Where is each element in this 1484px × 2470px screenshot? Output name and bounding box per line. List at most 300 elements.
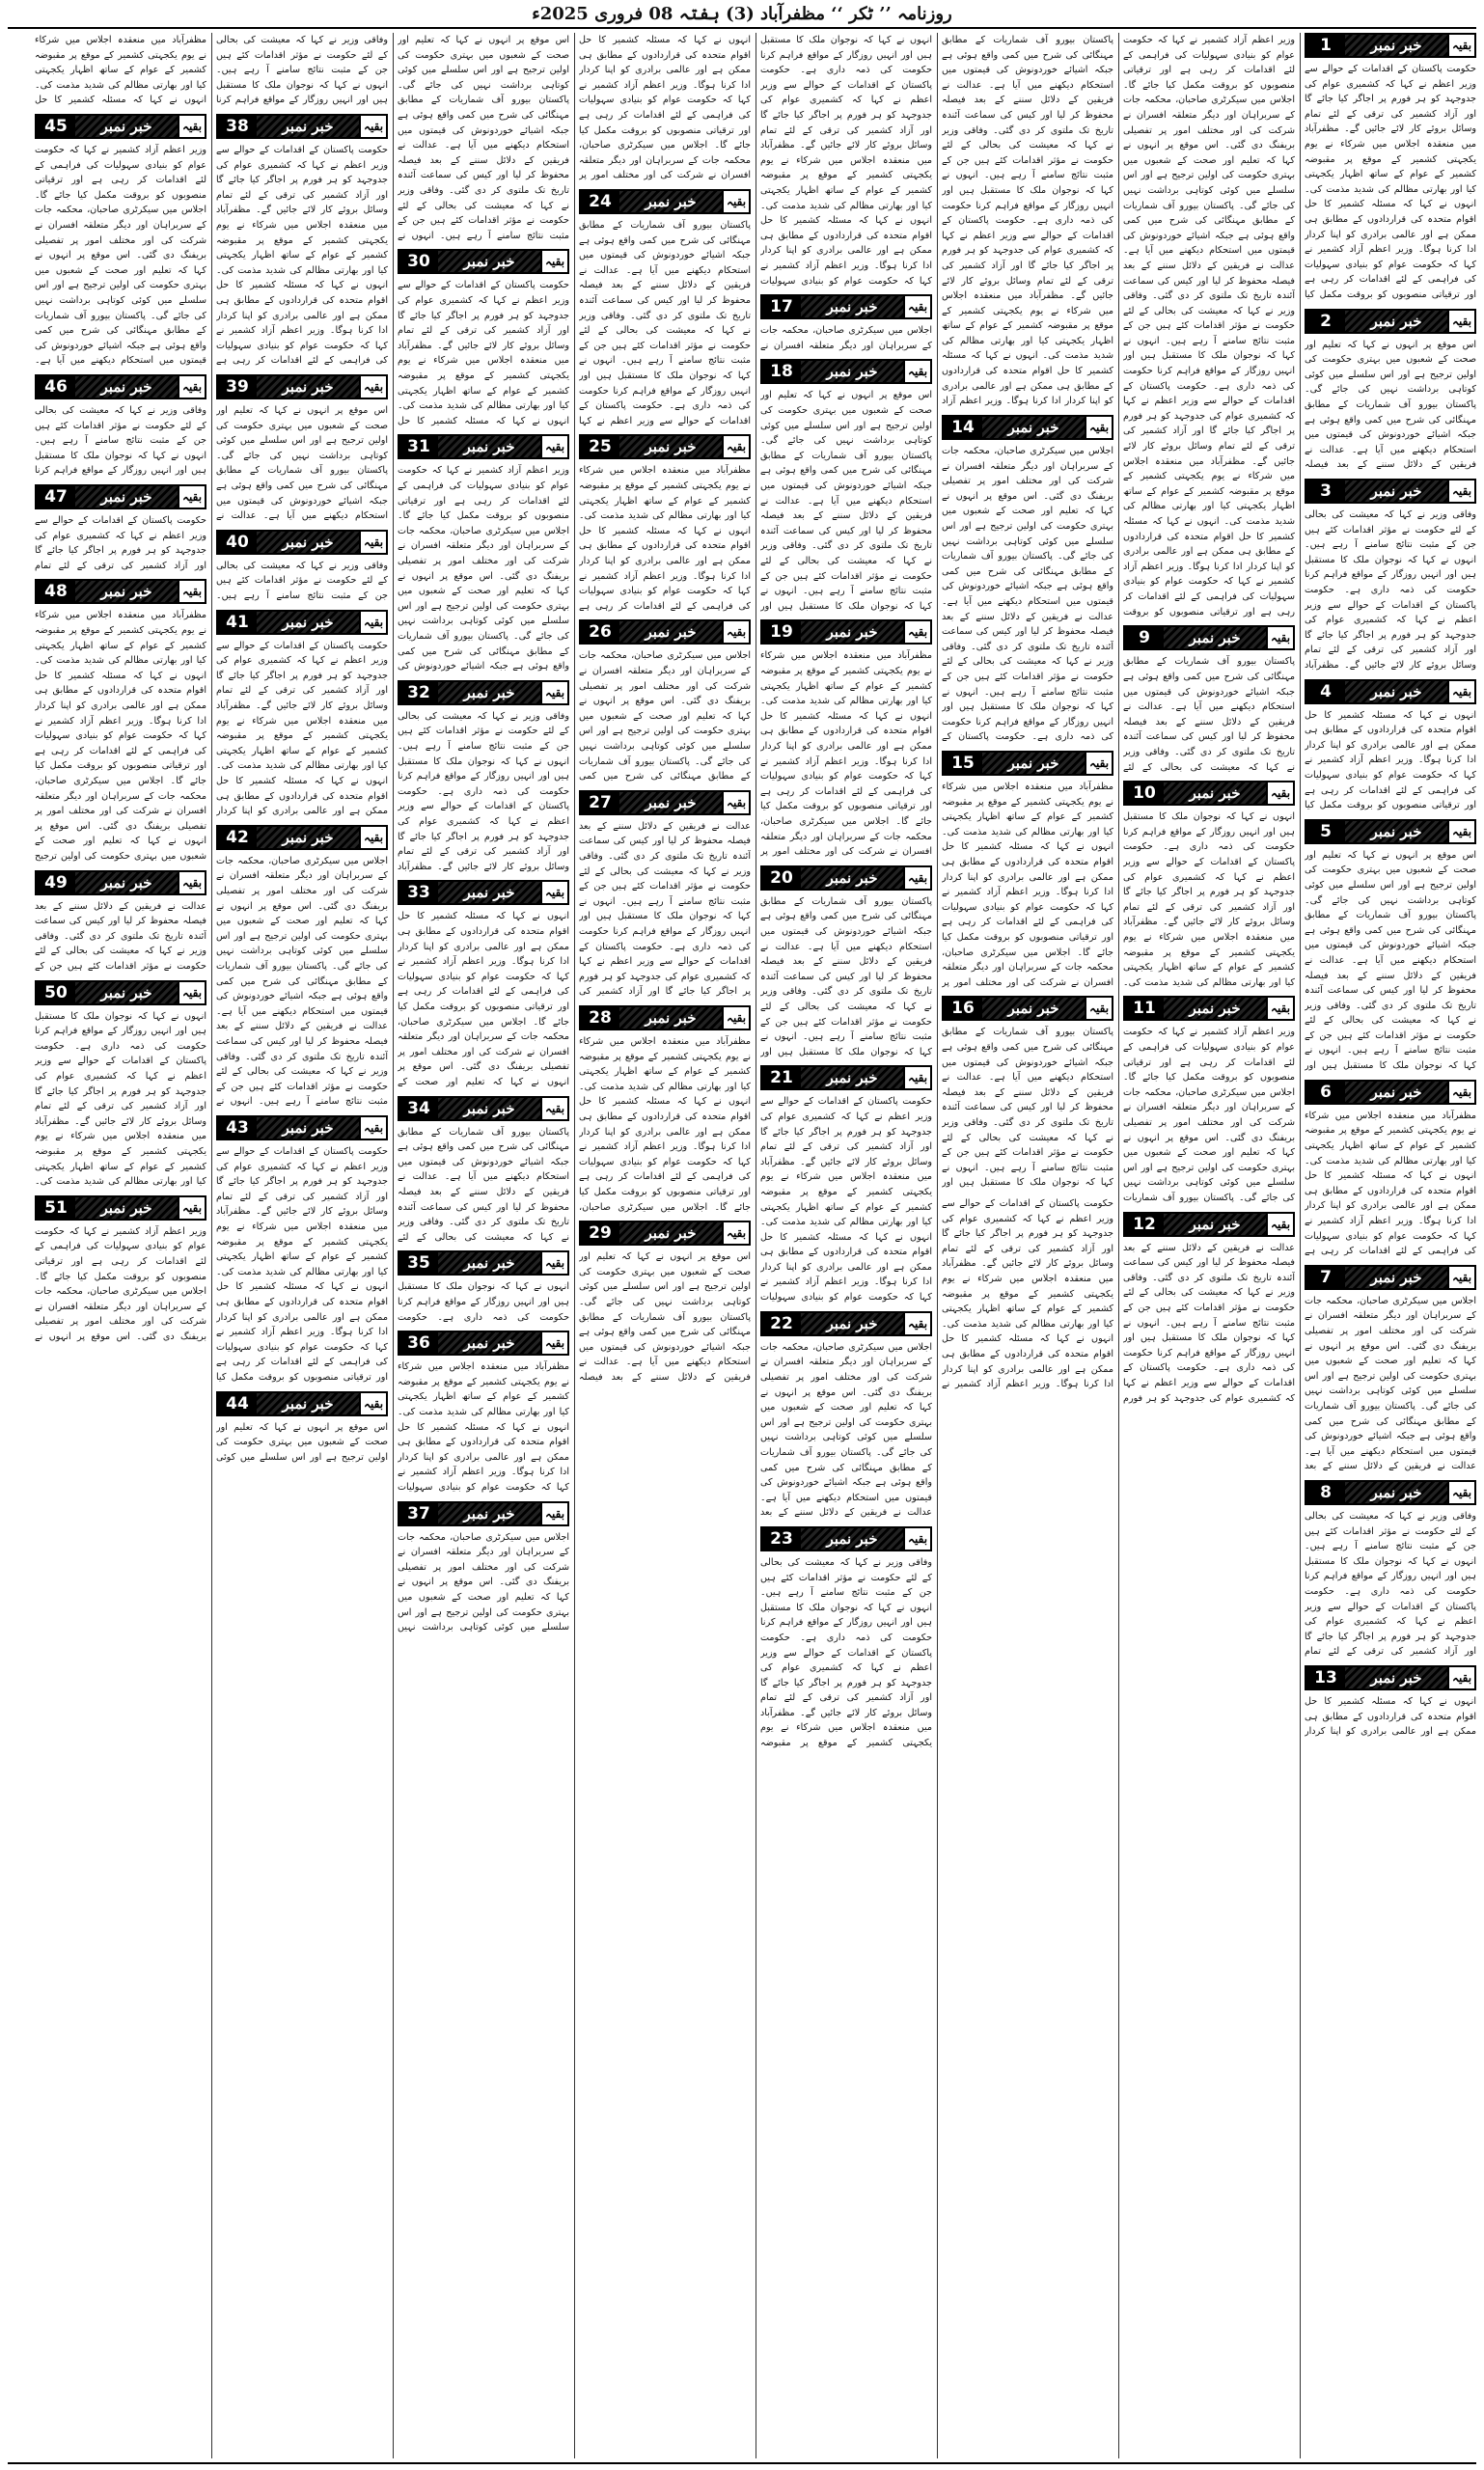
story-prefix: بقیہ <box>359 1117 386 1139</box>
story-prefix: بقیہ <box>540 251 567 272</box>
story-label: خبر نمبر <box>982 753 1085 774</box>
story-label: خبر نمبر <box>438 882 540 903</box>
story-prefix: بقیہ <box>1085 998 1112 1019</box>
story-label: خبر نمبر <box>1345 311 1447 332</box>
news-story <box>35 579 206 864</box>
story-number-banner <box>1123 996 1295 1021</box>
story-number: 16 <box>944 998 982 1019</box>
story-number-banner <box>579 1221 751 1246</box>
story-body: حکومت پاکستان کے اقدامات کے حوالے سے وزیر اعظم نے کہا کہ کشمیری عوام کی جدوجہد کو ہر فورم پر اجاگر کیا جائے گا اور آزاد کشمیر کی ترقی کے لئے تمام وسائل بروئے کار لائے جائیں گے۔ مظفرآباد میں منعقدہ اجلاس میں شرکاء نے یوم یکجہتی کشمیر کے موقع پر مقبوضہ کشمیر کے عوام کے ساتھ اظہار یکجہتی کیا اور بھارتی مظالم کی شدید مذمت کی۔ انہوں نے کہا کہ مسئلہ کشمیر کا حل اقوام متحدہ کی قراردادوں کے مطابق ہی ممکن ہے اور عالمی برادری کو اپنا کردار ادا کرنا ہوگا۔ وزیر اعظم آزاد کشمیر نے <box>942 1197 1113 1390</box>
news-story <box>1305 819 1476 1074</box>
story-number-banner <box>35 484 206 509</box>
story-prefix: بقیہ <box>178 872 205 893</box>
story-label: خبر نمبر <box>257 376 359 398</box>
story-body: وفاقی وزیر نے کہا کہ معیشت کی بحالی کے لئے حکومت نے مؤثر اقدامات کئے ہیں جن کے مثبت نتائج سامنے آ رہے ہیں۔ انہوں نے کہا کہ نوجوان ملک کا مستقبل ہیں اور انہیں روزگار کے مواقع فراہم کرنا <box>216 35 388 106</box>
news-story <box>216 610 388 819</box>
story-label: خبر نمبر <box>257 612 359 633</box>
story-label: خبر نمبر <box>801 867 903 889</box>
story-body: اجلاس میں سیکرٹری صاحبان، محکمہ جات کے سربراہان اور دیگر متعلقہ افسران نے <box>760 325 932 351</box>
news-story <box>1123 625 1295 775</box>
news-story <box>398 1331 569 1495</box>
story-number-banner <box>35 374 206 399</box>
story-number-banner <box>1123 781 1295 806</box>
story-body: عدالت نے فریقین کے دلائل سننے کے بعد فیصلہ محفوظ کر لیا اور کیس کی سماعت آئندہ تاریخ تک ملتوی کر دی گئی۔ وفاقی وزیر نے کہا کہ معیشت کی بحالی کے لئے حکومت نے مؤثر اقدامات کئے ہیں جن کے <box>35 900 206 972</box>
story-number-banner <box>1305 1480 1476 1505</box>
news-story <box>942 415 1113 745</box>
masthead: روزنامہ ’’ ٹکر ‘‘ مظفرآباد (3) ہفتہ 08 فروری 2025ء <box>532 3 952 24</box>
story-body: پاکستان بیورو آف شماریات کے مطابق مہنگائی کی شرح میں کمی واقع ہوئی ہے جبکہ اشیائے خوردونوش کی قیمتوں میں استحکام دیکھنے میں آیا ہے۔ عدالت نے فریقین کے دلائل سننے کے بعد فیصلہ محفوظ کر لیا اور کیس کی سماعت آئندہ تاریخ تک ملتوی کر دی گئی۔ وفاقی وزیر نے کہا کہ معیشت کی بحالی کے لئے حکومت نے مؤثر اقدامات کئے ہیں جن کے مثبت نتائج سامنے آ رہے ہیں۔ انہوں نے کہا کہ نوجوان ملک کا مستقبل ہیں اور انہیں روزگار کے مواقع فراہم کرنا حکومت کی ذمہ داری ہے۔ حکومت پاکستان کے اقدامات کے حوالے سے وزیر اعظم نے کہا <box>579 220 751 426</box>
story-label: خبر نمبر <box>75 376 178 398</box>
story-number-banner <box>1123 1212 1295 1237</box>
story-prefix: بقیہ <box>722 436 749 457</box>
story-body: اس موقع پر انہوں نے کہا کہ تعلیم اور صحت کے شعبوں میں بہتری حکومت کی اولین ترجیح ہے اور اس سلسلے میں کوئی کوتاہی برداشت نہیں کی جائے گی۔ پاکستان بیورو آف شماریات کے مطابق مہنگائی کی شرح میں کمی واقع ہوئی ہے جبکہ اشیائے خوردونوش کی قیمتوں میں استحکام دیکھنے میں آیا ہے۔ عدالت نے فریقین کے دلائل سننے کے بعد فیصلہ <box>1305 339 1476 471</box>
story-prefix: بقیہ <box>540 1503 567 1524</box>
story-number-banner <box>216 530 388 555</box>
news-story <box>1123 33 1295 619</box>
story-body: حکومت پاکستان کے اقدامات کے حوالے سے وزیر اعظم نے کہا کہ کشمیری عوام کی جدوجہد کو ہر فورم پر اجاگر کیا جائے گا اور آزاد کشمیر کی ترقی کے لئے تمام وسائل بروئے کار لائے جائیں گے۔ مظفرآباد میں منعقدہ اجلاس میں شرکاء نے یوم یکجہتی کشمیر کے موقع پر مقبوضہ کشمیر کے عوام کے ساتھ اظہار یکجہتی کیا اور بھارتی مظالم کی شدید مذمت کی۔ انہوں نے کہا کہ مسئلہ کشمیر کا حل اقوام متحدہ کی قراردادوں کے مطابق ہی ممکن ہے اور عالمی برادری کو اپنا کردار ادا کرنا ہوگا۔ وزیر اعظم آزاد کشمیر نے کہا کہ حکومت عوام کو بنیادی سہولیات کی فراہمی کے لئے اقدامات کر رہی ہے <box>216 145 388 367</box>
story-prefix: بقیہ <box>359 376 386 398</box>
story-body: وفاقی وزیر نے کہا کہ معیشت کی بحالی کے لئے حکومت نے مؤثر اقدامات کئے ہیں جن کے مثبت نتائج سامنے آ رہے ہیں۔ انہوں نے کہا کہ نوجوان ملک کا مستقبل ہیں اور انہیں روزگار کے مواقع فراہم کرنا حکومت کی ذمہ داری ہے۔ حکومت پاکستان کے اقدامات کے حوالے سے وزیر اعظم نے کہا کہ کشمیری عوام کی جدوجہد کو ہر فورم پر اجاگر کیا جائے گا اور آزاد کشمیر کی ترقی کے لئے تمام وسائل بروئے کار لائے جائیں گے۔ مظفرآباد <box>398 710 569 872</box>
story-body: حکومت پاکستان کے اقدامات کے حوالے سے وزیر اعظم نے کہا کہ کشمیری عوام کی جدوجہد کو ہر فورم پر اجاگر کیا جائے گا اور آزاد کشمیر کی ترقی کے لئے تمام وسائل بروئے کار لائے جائیں گے۔ مظفرآباد میں منعقدہ اجلاس میں شرکاء نے یوم یکجہتی کشمیر کے موقع پر مقبوضہ کشمیر کے عوام کے ساتھ اظہار یکجہتی کیا اور بھارتی مظالم کی شدید مذمت کی۔ انہوں نے کہا کہ مسئلہ کشمیر کا حل اقوام متحدہ کی قراردادوں کے مطابق ہی ممکن ہے اور عالمی برادری کو اپنا کردار <box>216 640 388 817</box>
news-story <box>579 189 751 428</box>
story-number: 37 <box>399 1503 438 1524</box>
story-label: خبر نمبر <box>982 417 1085 438</box>
news-story <box>1305 33 1476 303</box>
story-label: خبر نمبر <box>801 361 903 382</box>
story-body: وزیر اعظم آزاد کشمیر نے کہا کہ حکومت عوام کو بنیادی سہولیات کی فراہمی کے لئے اقدامات کر رہی ہے اور ترقیاتی منصوبوں کو بروقت مکمل کیا جائے گا۔ اجلاس میں سیکرٹری صاحبان، محکمہ جات کے سربراہان اور دیگر متعلقہ افسران نے شرکت کی اور مختلف امور پر تفصیلی بریفنگ دی گئی۔ اس موقع پر انہوں نے کہا کہ تعلیم اور صحت کے شعبوں میں بہتری حکومت کی اولین ترجیح ہے اور اس سلسلے میں کوئی کوتاہی برداشت نہیں کی جائے گی۔ پاکستان بیورو آف شماریات کے مطابق مہنگائی کی شرح میں کمی واقع ہوئی ہے جبکہ اشیائے خوردونوش کی قیمتوں میں استحکام دیکھنے میں آیا ہے۔ عدالت نے فریقین کے دلائل سننے کے بعد فیصلہ محفوظ کر لیا اور کیس کی سماعت آئندہ تاریخ تک ملتوی کر دی گئی۔ وفاقی وزیر نے کہا کہ معیشت کی بحالی کے لئے حکومت نے مؤثر اقدامات کئے ہیں جن کے مثبت نتائج سامنے آ رہے ہیں۔ انہوں نے کہا کہ نوجوان ملک کا مستقبل ہیں اور انہیں روزگار کے مواقع فراہم کرنا حکومت کی ذمہ داری ہے۔ حکومت پاکستان کے اقدامات کے حوالے سے وزیر اعظم نے کہا کہ کشمیری عوام کی جدوجہد کو ہر فورم پر اجاگر کیا جائے گا اور آزاد کشمیر کی ترقی کے لئے تمام وسائل بروئے کار لائے جائیں گے۔ مظفرآباد میں منعقدہ اجلاس میں شرکاء نے یوم یکجہتی کشمیر کے موقع پر مقبوضہ کشمیر کے عوام کے ساتھ اظہار یکجہتی کیا اور بھارتی مظالم کی شدید مذمت کی۔ انہوں نے کہا کہ مسئلہ کشمیر کا حل اقوام متحدہ کی قراردادوں کے مطابق ہی ممکن ہے اور عالمی برادری کو اپنا کردار ادا کرنا ہوگا۔ وزیر اعظم آزاد کشمیر نے کہا کہ حکومت عوام کو بنیادی سہولیات کی فراہمی کے لئے اقدامات کر رہی ہے اور ترقیاتی منصوبوں کو بروقت <box>1123 35 1295 618</box>
story-prefix: بقیہ <box>903 1067 930 1088</box>
story-label: خبر نمبر <box>619 1222 722 1244</box>
news-story <box>35 980 206 1190</box>
story-number: 46 <box>37 376 75 398</box>
story-label: خبر نمبر <box>257 827 359 848</box>
news-column <box>942 33 1113 2458</box>
story-label: خبر نمبر <box>438 682 540 703</box>
story-body: انہوں نے کہا کہ مسئلہ کشمیر کا حل اقوام متحدہ کی قراردادوں کے مطابق ہی ممکن ہے اور عالمی برادری کو اپنا کردار ادا کرنا ہوگا۔ وزیر اعظم آزاد کشمیر نے کہا کہ حکومت عوام کو بنیادی سہولیات کی فراہمی کے لئے اقدامات کر رہی ہے اور ترقیاتی منصوبوں کو بروقت مکمل کیا جائے گا۔ اجلاس میں سیکرٹری صاحبان، محکمہ جات کے سربراہان اور دیگر متعلقہ افسران نے شرکت کی اور مختلف امور پر تفصیلی بریفنگ دی گئی۔ اس موقع پر انہوں نے کہا کہ تعلیم اور صحت کے <box>398 911 569 1087</box>
story-number: 18 <box>762 361 801 382</box>
news-story <box>942 33 1113 409</box>
story-prefix: بقیہ <box>359 116 386 137</box>
news-story <box>35 114 206 369</box>
story-prefix: بقیہ <box>903 296 930 317</box>
story-body: حکومت پاکستان کے اقدامات کے حوالے سے وزیر اعظم نے کہا کہ کشمیری عوام کی جدوجہد کو ہر فورم پر اجاگر کیا جائے گا اور آزاد کشمیر کی ترقی کے لئے تمام وسائل بروئے کار لائے جائیں گے۔ مظفرآباد میں منعقدہ اجلاس میں شرکاء نے یوم یکجہتی کشمیر کے موقع پر مقبوضہ کشمیر کے عوام کے ساتھ اظہار یکجہتی کیا اور بھارتی مظالم کی شدید مذمت کی۔ انہوں نے کہا کہ مسئلہ کشمیر کا حل <box>398 280 569 426</box>
story-number-banner <box>579 619 751 645</box>
story-prefix: بقیہ <box>722 191 749 212</box>
story-number-banner <box>216 825 388 850</box>
story-body: انہوں نے کہا کہ نوجوان ملک کا مستقبل ہیں اور انہیں روزگار کے مواقع فراہم کرنا حکومت کی ذمہ داری ہے۔ حکومت پاکستان کے اقدامات کے حوالے سے وزیر اعظم نے کہا کہ کشمیری عوام کی جدوجہد کو ہر فورم پر اجاگر کیا جائے گا اور آزاد کشمیر کی ترقی کے لئے تمام وسائل بروئے کار لائے جائیں گے۔ مظفرآباد میں منعقدہ اجلاس میں شرکاء نے یوم یکجہتی کشمیر کے موقع پر مقبوضہ کشمیر کے عوام کے ساتھ اظہار یکجہتی کیا اور بھارتی مظالم کی شدید مذمت کی۔ <box>1123 811 1295 988</box>
story-number: 27 <box>581 792 619 813</box>
story-number-banner <box>1305 819 1476 844</box>
story-number: 47 <box>37 486 75 508</box>
column-rule <box>1300 33 1301 2458</box>
story-number-banner <box>398 680 569 705</box>
story-label: خبر نمبر <box>801 621 903 643</box>
story-number: 1 <box>1306 35 1345 56</box>
story-number-banner <box>398 1501 569 1526</box>
story-label: خبر نمبر <box>75 1197 178 1219</box>
news-story <box>216 374 388 524</box>
news-column <box>1123 33 1295 2458</box>
story-prefix: بقیہ <box>1447 1082 1474 1103</box>
story-number-banner <box>1305 479 1476 504</box>
news-column <box>216 33 388 2458</box>
story-prefix: بقیہ <box>903 867 930 889</box>
story-body: انہوں نے کہا کہ مسئلہ کشمیر کا حل اقوام متحدہ کی قراردادوں کے مطابق ہی ممکن ہے اور عالمی برادری کو اپنا کردار ادا کرنا ہوگا۔ وزیر اعظم آزاد کشمیر نے کہا کہ حکومت عوام کو بنیادی سہولیات کی فراہمی کے لئے اقدامات کر رہی ہے اور ترقیاتی منصوبوں کو بروقت مکمل کیا جائے گا۔ اجلاس میں سیکرٹری صاحبان، محکمہ جات کے سربراہان اور دیگر متعلقہ افسران نے شرکت کی اور مختلف امور پر <box>579 35 751 181</box>
story-number: 15 <box>944 753 982 774</box>
news-story <box>216 1391 388 1466</box>
news-story <box>35 374 206 479</box>
story-number: 8 <box>1306 1482 1345 1503</box>
story-prefix: بقیہ <box>903 1313 930 1334</box>
story-body: مظفرآباد میں منعقدہ اجلاس میں شرکاء نے یوم یکجہتی کشمیر کے موقع پر مقبوضہ کشمیر کے عوام کے ساتھ اظہار یکجہتی کیا اور بھارتی مظالم کی شدید مذمت کی۔ انہوں نے کہا کہ مسئلہ کشمیر کا حل اقوام متحدہ کی قراردادوں کے مطابق ہی ممکن ہے اور عالمی برادری کو اپنا کردار ادا کرنا ہوگا۔ وزیر اعظم آزاد کشمیر نے کہا کہ حکومت عوام کو بنیادی سہولیات <box>398 1361 569 1493</box>
story-body: مظفرآباد میں منعقدہ اجلاس میں شرکاء نے یوم یکجہتی کشمیر کے موقع پر مقبوضہ کشمیر کے عوام کے ساتھ اظہار یکجہتی کیا اور بھارتی مظالم کی شدید مذمت کی۔ انہوں نے کہا کہ مسئلہ کشمیر کا حل اقوام متحدہ کی قراردادوں کے مطابق ہی ممکن ہے اور عالمی برادری کو اپنا کردار ادا کرنا ہوگا۔ وزیر اعظم آزاد کشمیر نے کہا کہ حکومت عوام کو بنیادی سہولیات کی فراہمی کے لئے اقدامات کر رہی ہے اور ترقیاتی منصوبوں کو بروقت مکمل کیا جائے گا۔ اجلاس میں سیکرٹری صاحبان، محکمہ جات کے سربراہان اور دیگر متعلقہ افسران نے شرکت کی اور مختلف امور پر <box>942 782 1113 988</box>
column-rule <box>393 33 394 2458</box>
top-rule <box>8 27 1476 29</box>
story-prefix: بقیہ <box>359 532 386 553</box>
story-number: 35 <box>399 1252 438 1274</box>
news-story <box>579 434 751 614</box>
story-body: انہوں نے کہا کہ نوجوان ملک کا مستقبل ہیں اور انہیں روزگار کے مواقع فراہم کرنا حکومت کی ذمہ داری ہے۔ حکومت <box>398 1281 569 1323</box>
story-number: 22 <box>762 1313 801 1334</box>
story-label: خبر نمبر <box>75 116 178 137</box>
story-label: خبر نمبر <box>1164 998 1266 1019</box>
story-body: اجلاس میں سیکرٹری صاحبان، محکمہ جات کے سربراہان اور دیگر متعلقہ افسران نے شرکت کی اور مختلف امور پر تفصیلی بریفنگ دی گئی۔ اس موقع پر انہوں نے کہا کہ تعلیم اور صحت کے شعبوں میں بہتری حکومت کی اولین ترجیح ہے اور اس سلسلے میں کوئی کوتاہی برداشت نہیں کی جائے گی۔ پاکستان بیورو آف شماریات کے مطابق مہنگائی کی شرح میں کمی واقع ہوئی ہے جبکہ اشیائے خوردونوش کی قیمتوں میں استحکام دیکھنے میں آیا ہے۔ عدالت نے فریقین کے دلائل سننے کے بعد فیصلہ محفوظ کر لیا اور کیس کی سماعت آئندہ تاریخ تک ملتوی کر دی گئی۔ وفاقی وزیر نے کہا کہ معیشت کی بحالی کے لئے حکومت نے مؤثر اقدامات کئے ہیں جن کے مثبت نتائج سامنے آ رہے ہیں۔ انہوں نے <box>216 855 388 1108</box>
story-number: 44 <box>218 1393 257 1414</box>
story-prefix: بقیہ <box>359 612 386 633</box>
story-label: خبر نمبر <box>1164 782 1266 804</box>
column-rule <box>574 33 575 2458</box>
story-body: پاکستان بیورو آف شماریات کے مطابق مہنگائی کی شرح میں کمی واقع ہوئی ہے جبکہ اشیائے خوردونوش کی قیمتوں میں استحکام دیکھنے میں آیا ہے۔ عدالت نے فریقین کے دلائل سننے کے بعد فیصلہ محفوظ کر لیا اور کیس کی سماعت آئندہ تاریخ تک ملتوی کر دی گئی۔ وفاقی وزیر نے کہا کہ معیشت کی بحالی کے لئے <box>1123 656 1295 773</box>
news-story <box>760 1311 932 1521</box>
news-story <box>1305 679 1476 813</box>
story-prefix: بقیہ <box>1447 1267 1474 1288</box>
news-story <box>760 865 932 1060</box>
news-story <box>942 1196 1113 1392</box>
story-number-banner <box>1305 1265 1476 1290</box>
news-story <box>35 1195 206 1345</box>
story-body: اس موقع پر انہوں نے کہا کہ تعلیم اور صحت کے شعبوں میں بہتری حکومت کی اولین ترجیح ہے اور اس سلسلے میں کوئی کوتاہی برداشت نہیں کی جائے گی۔ پاکستان بیورو آف شماریات کے مطابق مہنگائی کی شرح میں کمی واقع ہوئی ہے جبکہ اشیائے خوردونوش کی قیمتوں میں استحکام دیکھنے میں آیا ہے۔ عدالت نے فریقین کے دلائل سننے کے بعد فیصلہ محفوظ کر لیا اور کیس کی سماعت آئندہ تاریخ تک ملتوی کر دی گئی۔ وفاقی وزیر نے کہا کہ معیشت کی بحالی کے لئے حکومت نے مؤثر اقدامات کئے ہیں جن کے مثبت نتائج سامنے آ رہے ہیں۔ انہوں نے کہا کہ نوجوان ملک کا مستقبل ہیں اور <box>1305 849 1476 1072</box>
story-number: 34 <box>399 1098 438 1119</box>
story-body: وزیر اعظم آزاد کشمیر نے کہا کہ حکومت عوام کو بنیادی سہولیات کی فراہمی کے لئے اقدامات کر رہی ہے اور ترقیاتی منصوبوں کو بروقت مکمل کیا جائے گا۔ اجلاس میں سیکرٹری صاحبان، محکمہ جات کے سربراہان اور دیگر متعلقہ افسران نے شرکت کی اور مختلف امور پر تفصیلی بریفنگ دی گئی۔ اس موقع پر انہوں نے <box>35 1225 206 1342</box>
story-number-banner <box>760 1526 932 1551</box>
story-number: 41 <box>218 612 257 633</box>
news-story <box>579 1005 751 1215</box>
story-label: خبر نمبر <box>438 436 540 457</box>
story-number-banner <box>579 434 751 459</box>
news-story <box>942 996 1113 1191</box>
story-prefix: بقیہ <box>540 1098 567 1119</box>
story-label: خبر نمبر <box>1345 35 1447 56</box>
story-prefix: بقیہ <box>178 116 205 137</box>
story-prefix: بقیہ <box>1266 1214 1293 1235</box>
story-prefix: بقیہ <box>178 376 205 398</box>
story-prefix: بقیہ <box>540 882 567 903</box>
story-prefix: بقیہ <box>178 1197 205 1219</box>
story-label: خبر نمبر <box>1345 480 1447 502</box>
story-body: مظفرآباد میں منعقدہ اجلاس میں شرکاء نے یوم یکجہتی کشمیر کے موقع پر مقبوضہ کشمیر کے عوام کے ساتھ اظہار یکجہتی کیا اور بھارتی مظالم کی شدید مذمت کی۔ انہوں نے کہا کہ مسئلہ کشمیر کا حل اقوام متحدہ کی قراردادوں کے مطابق ہی ممکن ہے اور عالمی برادری کو اپنا کردار ادا کرنا ہوگا۔ وزیر اعظم آزاد کشمیر نے کہا کہ حکومت عوام کو بنیادی سہولیات کی فراہمی کے لئے اقدامات کر رہی ہے <box>579 465 751 612</box>
story-number-banner <box>1305 1080 1476 1105</box>
story-number: 31 <box>399 436 438 457</box>
story-prefix: بقیہ <box>903 621 930 643</box>
story-number-banner <box>760 359 932 384</box>
story-number: 3 <box>1306 480 1345 502</box>
story-label: خبر نمبر <box>75 486 178 508</box>
story-number: 2 <box>1306 311 1345 332</box>
story-label: خبر نمبر <box>438 1098 540 1119</box>
story-number: 23 <box>762 1528 801 1550</box>
news-column <box>1305 33 1476 2458</box>
story-prefix: بقیہ <box>1447 821 1474 842</box>
news-story <box>1305 1080 1476 1259</box>
story-body: مظفرآباد میں منعقدہ اجلاس میں شرکاء نے یوم یکجہتی کشمیر کے موقع پر مقبوضہ کشمیر کے عوام کے ساتھ اظہار یکجہتی کیا اور بھارتی مظالم کی شدید مذمت کی۔ انہوں نے کہا کہ مسئلہ کشمیر کا حل اقوام متحدہ کی قراردادوں کے مطابق ہی ممکن ہے اور عالمی برادری کو اپنا کردار ادا کرنا ہوگا۔ وزیر اعظم آزاد کشمیر نے کہا کہ حکومت عوام کو بنیادی سہولیات کی فراہمی کے لئے اقدامات کر رہی ہے اور ترقیاتی منصوبوں کو بروقت مکمل کیا جائے گا۔ اجلاس میں سیکرٹری صاحبان، محکمہ جات کے سربراہان اور دیگر متعلقہ افسران نے شرکت کی اور مختلف امور پر <box>760 650 932 858</box>
news-story <box>579 33 751 183</box>
story-number-banner <box>760 619 932 645</box>
story-label: خبر نمبر <box>1345 1667 1447 1688</box>
story-number: 42 <box>218 827 257 848</box>
news-story <box>760 619 932 859</box>
story-number: 48 <box>37 581 75 602</box>
story-prefix: بقیہ <box>178 982 205 1003</box>
news-story <box>398 1250 569 1325</box>
story-body: اس موقع پر انہوں نے کہا کہ تعلیم اور صحت کے شعبوں میں بہتری حکومت کی اولین ترجیح ہے اور اس سلسلے میں کوئی کوتاہی برداشت نہیں کی جائے گی۔ پاکستان بیورو آف شماریات کے مطابق مہنگائی کی شرح میں کمی واقع ہوئی ہے جبکہ اشیائے خوردونوش کی قیمتوں میں استحکام دیکھنے میں آیا ہے۔ عدالت نے فریقین کے دلائل سننے کے بعد فیصلہ محفوظ کر لیا اور کیس کی سماعت آئندہ تاریخ تک ملتوی کر دی گئی۔ وفاقی وزیر نے کہا کہ معیشت کی بحالی کے لئے حکومت نے مؤثر اقدامات کئے ہیں جن کے مثبت نتائج سامنے آ رہے ہیں۔ انہوں نے <box>398 35 569 241</box>
story-number: 43 <box>218 1117 257 1139</box>
news-story <box>760 33 932 288</box>
story-number: 11 <box>1125 998 1164 1019</box>
story-prefix: بقیہ <box>359 827 386 848</box>
news-story <box>216 825 388 1110</box>
news-story <box>398 434 569 673</box>
story-body: اجلاس میں سیکرٹری صاحبان، محکمہ جات کے سربراہان اور دیگر متعلقہ افسران نے شرکت کی اور مختلف امور پر تفصیلی بریفنگ دی گئی۔ اس موقع پر انہوں نے کہا کہ تعلیم اور صحت کے شعبوں میں بہتری حکومت کی اولین ترجیح ہے اور اس سلسلے میں کوئی کوتاہی برداشت نہیں کی جائے گی۔ پاکستان بیورو آف شماریات کے مطابق مہنگائی کی شرح میں کمی واقع ہوئی ہے جبکہ اشیائے خوردونوش کی قیمتوں میں استحکام دیکھنے میں آیا ہے۔ عدالت نے فریقین کے دلائل سننے کے بعد فیصلہ محفوظ کر لیا اور کیس کی سماعت آئندہ تاریخ تک ملتوی کر دی گئی۔ وفاقی وزیر نے کہا کہ معیشت کی بحالی کے لئے حکومت نے مؤثر اقدامات کئے ہیں جن کے مثبت نتائج سامنے آ رہے ہیں۔ انہوں نے کہا کہ نوجوان ملک کا مستقبل ہیں اور انہیں روزگار کے مواقع فراہم کرنا حکومت کی ذمہ داری ہے۔ حکومت پاکستان کے <box>942 446 1113 743</box>
story-label: خبر نمبر <box>438 1252 540 1274</box>
story-number: 24 <box>581 191 619 212</box>
story-body: وزیر اعظم آزاد کشمیر نے کہا کہ حکومت عوام کو بنیادی سہولیات کی فراہمی کے لئے اقدامات کر رہی ہے اور ترقیاتی منصوبوں کو بروقت مکمل کیا جائے گا۔ اجلاس میں سیکرٹری صاحبان، محکمہ جات کے سربراہان اور دیگر متعلقہ افسران نے شرکت کی اور مختلف امور پر تفصیلی بریفنگ دی گئی۔ اس موقع پر انہوں نے کہا کہ تعلیم اور صحت کے شعبوں میں بہتری حکومت کی اولین ترجیح ہے اور اس سلسلے میں کوئی کوتاہی برداشت نہیں کی جائے گی۔ پاکستان بیورو آف شماریات <box>1123 1027 1295 1203</box>
story-body: انہوں نے کہا کہ نوجوان ملک کا مستقبل ہیں اور انہیں روزگار کے مواقع فراہم کرنا حکومت کی ذمہ داری ہے۔ حکومت پاکستان کے اقدامات کے حوالے سے وزیر اعظم نے کہا کہ کشمیری عوام کی جدوجہد کو ہر فورم پر اجاگر کیا جائے گا اور آزاد کشمیر کی ترقی کے لئے تمام وسائل بروئے کار لائے جائیں گے۔ مظفرآباد میں منعقدہ اجلاس میں شرکاء نے یوم یکجہتی کشمیر کے موقع پر مقبوضہ کشمیر کے عوام کے ساتھ اظہار یکجہتی کیا اور بھارتی مظالم کی شدید مذمت کی۔ <box>35 1010 206 1188</box>
story-number-banner <box>35 114 206 139</box>
story-body: عدالت نے فریقین کے دلائل سننے کے بعد فیصلہ محفوظ کر لیا اور کیس کی سماعت آئندہ تاریخ تک ملتوی کر دی گئی۔ وفاقی وزیر نے کہا کہ معیشت کی بحالی کے لئے حکومت نے مؤثر اقدامات کئے ہیں جن کے مثبت نتائج سامنے آ رہے ہیں۔ انہوں نے کہا کہ نوجوان ملک کا مستقبل ہیں اور انہیں روزگار کے مواقع فراہم کرنا حکومت کی ذمہ داری ہے۔ حکومت پاکستان کے اقدامات کے حوالے سے وزیر اعظم نے کہا کہ کشمیری عوام کی جدوجہد کو ہر فورم پر اجاگر کیا جائے گا اور آزاد کشمیر کی <box>579 820 751 998</box>
story-prefix: بقیہ <box>722 621 749 643</box>
story-body: وزیر اعظم آزاد کشمیر نے کہا کہ حکومت عوام کو بنیادی سہولیات کی فراہمی کے لئے اقدامات کر رہی ہے اور ترقیاتی منصوبوں کو بروقت مکمل کیا جائے گا۔ اجلاس میں سیکرٹری صاحبان، محکمہ جات کے سربراہان اور دیگر متعلقہ افسران نے شرکت کی اور مختلف امور پر تفصیلی بریفنگ دی گئی۔ اس موقع پر انہوں نے کہا کہ تعلیم اور صحت کے شعبوں میں بہتری حکومت کی اولین ترجیح ہے اور اس سلسلے میں کوئی کوتاہی برداشت نہیں کی جائے گی۔ پاکستان بیورو آف شماریات کے مطابق مہنگائی کی شرح میں کمی واقع ہوئی ہے جبکہ اشیائے خوردونوش کی <box>398 465 569 672</box>
story-body: پاکستان بیورو آف شماریات کے مطابق مہنگائی کی شرح میں کمی واقع ہوئی ہے جبکہ اشیائے خوردونوش کی قیمتوں میں استحکام دیکھنے میں آیا ہے۔ عدالت نے فریقین کے دلائل سننے کے بعد فیصلہ محفوظ کر لیا اور کیس کی سماعت آئندہ تاریخ تک ملتوی کر دی گئی۔ وفاقی وزیر نے کہا کہ معیشت کی بحالی کے لئے حکومت نے مؤثر اقدامات کئے ہیں جن کے مثبت نتائج سامنے آ رہے ہیں۔ انہوں نے کہا کہ نوجوان ملک کا مستقبل ہیں اور <box>760 895 932 1057</box>
story-body: حکومت پاکستان کے اقدامات کے حوالے سے وزیر اعظم نے کہا کہ کشمیری عوام کی جدوجہد کو ہر فورم پر اجاگر کیا جائے گا اور آزاد کشمیر کی ترقی کے لئے تمام <box>35 515 206 571</box>
story-prefix: بقیہ <box>1447 480 1474 502</box>
news-story <box>35 870 206 974</box>
story-number: 45 <box>37 116 75 137</box>
column-rule <box>211 33 212 2458</box>
story-prefix: بقیہ <box>722 792 749 813</box>
story-number-banner <box>760 865 932 891</box>
story-number: 7 <box>1306 1267 1345 1288</box>
story-number-banner <box>760 294 932 319</box>
news-story <box>1305 1265 1476 1474</box>
news-column <box>760 33 932 2458</box>
story-number-banner <box>398 434 569 459</box>
news-story <box>1305 479 1476 673</box>
story-number-banner <box>35 980 206 1005</box>
news-story <box>579 790 751 1000</box>
news-story <box>1305 309 1476 473</box>
story-body: اس موقع پر انہوں نے کہا کہ تعلیم اور صحت کے شعبوں میں بہتری حکومت کی اولین ترجیح ہے اور اس سلسلے میں کوئی کوتاہی برداشت نہیں کی جائے گی۔ پاکستان بیورو آف شماریات کے مطابق مہنگائی کی شرح میں کمی واقع ہوئی ہے جبکہ اشیائے خوردونوش کی قیمتوں میں استحکام دیکھنے میں آیا ہے۔ عدالت نے <box>216 405 388 522</box>
story-label: خبر نمبر <box>1345 1482 1447 1503</box>
news-column <box>398 33 569 2458</box>
story-number: 13 <box>1306 1667 1345 1688</box>
story-number: 4 <box>1306 681 1345 702</box>
story-number-banner <box>35 1195 206 1221</box>
story-label: خبر نمبر <box>75 872 178 893</box>
story-number-banner <box>579 790 751 815</box>
story-body: اجلاس میں سیکرٹری صاحبان، محکمہ جات کے سربراہان اور دیگر متعلقہ افسران نے شرکت کی اور مختلف امور پر تفصیلی بریفنگ دی گئی۔ اس موقع پر انہوں نے کہا کہ تعلیم اور صحت کے شعبوں میں بہتری حکومت کی اولین ترجیح ہے اور اس سلسلے میں کوئی کوتاہی برداشت نہیں کی جائے گی۔ پاکستان بیورو آف شماریات کے مطابق مہنگائی کی شرح میں کمی <box>579 650 751 782</box>
story-label: خبر نمبر <box>982 998 1085 1019</box>
story-body: انہوں نے کہا کہ نوجوان ملک کا مستقبل ہیں اور انہیں روزگار کے مواقع فراہم کرنا حکومت کی ذمہ داری ہے۔ حکومت پاکستان کے اقدامات کے حوالے سے وزیر اعظم نے کہا کہ کشمیری عوام کی جدوجہد کو ہر فورم پر اجاگر کیا جائے گا اور آزاد کشمیر کی ترقی کے لئے تمام وسائل بروئے کار لائے جائیں گے۔ مظفرآباد میں منعقدہ اجلاس میں شرکاء نے یوم یکجہتی کشمیر کے موقع پر مقبوضہ کشمیر کے عوام کے ساتھ اظہار یکجہتی کیا اور بھارتی مظالم کی شدید مذمت کی۔ انہوں نے کہا کہ مسئلہ کشمیر کا حل اقوام متحدہ کی قراردادوں کے مطابق ہی ممکن ہے اور عالمی برادری کو اپنا کردار ادا کرنا ہوگا۔ وزیر اعظم آزاد کشمیر نے کہا کہ حکومت عوام کو بنیادی سہولیات <box>760 35 932 287</box>
story-number: 36 <box>399 1332 438 1354</box>
story-number: 50 <box>37 982 75 1003</box>
story-number: 14 <box>944 417 982 438</box>
story-number-banner <box>579 189 751 214</box>
story-number-banner <box>35 870 206 895</box>
story-body: مظفرآباد میں منعقدہ اجلاس میں شرکاء نے یوم یکجہتی کشمیر کے موقع پر مقبوضہ کشمیر کے عوام کے ساتھ اظہار یکجہتی کیا اور بھارتی مظالم کی شدید مذمت کی۔ انہوں نے کہا کہ مسئلہ کشمیر کا حل اقوام متحدہ کی قراردادوں کے مطابق ہی ممکن ہے اور عالمی برادری کو اپنا کردار ادا کرنا ہوگا۔ وزیر اعظم آزاد کشمیر نے کہا کہ حکومت عوام کو بنیادی سہولیات کی فراہمی کے لئے اقدامات کر رہی ہے اور ترقیاتی منصوبوں کو بروقت مکمل کیا جائے گا۔ اجلاس میں سیکرٹری صاحبان، <box>579 1035 751 1213</box>
story-prefix: بقیہ <box>722 1222 749 1244</box>
story-prefix: بقیہ <box>359 1393 386 1414</box>
story-number: 6 <box>1306 1082 1345 1103</box>
story-number: 51 <box>37 1197 75 1219</box>
story-body: انہوں نے کہا کہ مسئلہ کشمیر کا حل اقوام متحدہ کی قراردادوں کے مطابق ہی ممکن ہے اور عالمی برادری کو اپنا کردار ادا کرنا ہوگا۔ وزیر اعظم آزاد کشمیر نے کہا کہ حکومت عوام کو بنیادی سہولیات کی فراہمی کے لئے اقدامات کر رہی ہے اور ترقیاتی منصوبوں کو بروقت مکمل کیا <box>1305 709 1476 811</box>
story-number: 30 <box>399 251 438 272</box>
story-prefix: بقیہ <box>1447 681 1474 702</box>
story-number-banner <box>1305 1665 1476 1690</box>
story-body: مظفرآباد میں منعقدہ اجلاس میں شرکاء نے یوم یکجہتی کشمیر کے موقع پر مقبوضہ کشمیر کے عوام کے ساتھ اظہار یکجہتی کیا اور بھارتی مظالم کی شدید مذمت کی۔ انہوں نے کہا کہ مسئلہ کشمیر کا حل <box>35 35 206 106</box>
story-prefix: بقیہ <box>1085 417 1112 438</box>
news-story <box>760 359 932 614</box>
story-number: 29 <box>581 1222 619 1244</box>
story-label: خبر نمبر <box>257 116 359 137</box>
story-number-banner <box>579 1005 751 1030</box>
story-number-banner <box>398 249 569 274</box>
story-body: حکومت پاکستان کے اقدامات کے حوالے سے وزیر اعظم نے کہا کہ کشمیری عوام کی جدوجہد کو ہر فورم پر اجاگر کیا جائے گا اور آزاد کشمیر کی ترقی کے لئے تمام وسائل بروئے کار لائے جائیں گے۔ مظفرآباد میں منعقدہ اجلاس میں شرکاء نے یوم یکجہتی کشمیر کے موقع پر مقبوضہ کشمیر کے عوام کے ساتھ اظہار یکجہتی کیا اور بھارتی مظالم کی شدید مذمت کی۔ انہوں نے کہا کہ مسئلہ کشمیر کا حل اقوام متحدہ کی قراردادوں کے مطابق ہی ممکن ہے اور عالمی برادری کو اپنا کردار ادا کرنا ہوگا۔ وزیر اعظم آزاد کشمیر نے کہا کہ حکومت عوام کو بنیادی سہولیات کی فراہمی کے لئے اقدامات کر رہی ہے اور ترقیاتی منصوبوں کو بروقت مکمل کیا <box>216 1145 388 1383</box>
story-body: عدالت نے فریقین کے دلائل سننے کے بعد فیصلہ محفوظ کر لیا اور کیس کی سماعت آئندہ تاریخ تک ملتوی کر دی گئی۔ وفاقی وزیر نے کہا کہ معیشت کی بحالی کے لئے حکومت نے مؤثر اقدامات کئے ہیں جن کے مثبت نتائج سامنے آ رہے ہیں۔ انہوں نے کہا کہ نوجوان ملک کا مستقبل ہیں اور انہیں روزگار کے مواقع فراہم کرنا حکومت کی ذمہ داری ہے۔ حکومت پاکستان کے اقدامات کے حوالے سے وزیر اعظم نے کہا کہ کشمیری عوام کی جدوجہد کو ہر فورم <box>1123 1242 1295 1404</box>
story-body: اس موقع پر انہوں نے کہا کہ تعلیم اور صحت کے شعبوں میں بہتری حکومت کی اولین ترجیح ہے اور اس سلسلے میں کوئی کوتاہی برداشت نہیں کی جائے گی۔ پاکستان بیورو آف شماریات کے مطابق مہنگائی کی شرح میں کمی واقع ہوئی ہے جبکہ اشیائے خوردونوش کی قیمتوں میں استحکام دیکھنے میں آیا ہے۔ عدالت نے فریقین کے دلائل سننے کے بعد فیصلہ <box>579 1251 751 1383</box>
story-label: خبر نمبر <box>257 1393 359 1414</box>
news-story <box>579 1221 751 1385</box>
story-body: اجلاس میں سیکرٹری صاحبان، محکمہ جات کے سربراہان اور دیگر متعلقہ افسران نے شرکت کی اور مختلف امور پر تفصیلی بریفنگ دی گئی۔ اس موقع پر انہوں نے کہا کہ تعلیم اور صحت کے شعبوں میں بہتری حکومت کی اولین ترجیح ہے اور اس سلسلے میں کوئی کوتاہی برداشت نہیں کی جائے گی۔ پاکستان بیورو آف شماریات کے مطابق مہنگائی کی شرح میں کمی واقع ہوئی ہے جبکہ اشیائے خوردونوش کی قیمتوں میں استحکام دیکھنے میں آیا ہے۔ عدالت نے فریقین کے دلائل سننے کے بعد <box>760 1341 932 1519</box>
news-story <box>760 294 932 353</box>
story-number-banner <box>398 1331 569 1356</box>
story-label: خبر نمبر <box>1345 1267 1447 1288</box>
story-body: پاکستان بیورو آف شماریات کے مطابق مہنگائی کی شرح میں کمی واقع ہوئی ہے جبکہ اشیائے خوردونوش کی قیمتوں میں استحکام دیکھنے میں آیا ہے۔ عدالت نے فریقین کے دلائل سننے کے بعد فیصلہ محفوظ کر لیا اور کیس کی سماعت آئندہ تاریخ تک ملتوی کر دی گئی۔ وفاقی وزیر نے کہا کہ معیشت کی بحالی کے لئے <box>398 1126 569 1243</box>
story-body: اجلاس میں سیکرٹری صاحبان، محکمہ جات کے سربراہان اور دیگر متعلقہ افسران نے شرکت کی اور مختلف امور پر تفصیلی بریفنگ دی گئی۔ اس موقع پر انہوں نے کہا کہ تعلیم اور صحت کے شعبوں میں بہتری حکومت کی اولین ترجیح ہے اور اس سلسلے میں کوئی کوتاہی برداشت نہیں <box>398 1531 569 1633</box>
story-body: حکومت پاکستان کے اقدامات کے حوالے سے وزیر اعظم نے کہا کہ کشمیری عوام کی جدوجہد کو ہر فورم پر اجاگر کیا جائے گا اور آزاد کشمیر کی ترقی کے لئے تمام وسائل بروئے کار لائے جائیں گے۔ مظفرآباد میں منعقدہ اجلاس میں شرکاء نے یوم یکجہتی کشمیر کے موقع پر مقبوضہ کشمیر کے عوام کے ساتھ اظہار یکجہتی کیا اور بھارتی مظالم کی شدید مذمت کی۔ انہوں نے کہا کہ مسئلہ کشمیر کا حل اقوام متحدہ کی قراردادوں کے مطابق ہی ممکن ہے اور عالمی برادری کو اپنا کردار ادا کرنا ہوگا۔ وزیر اعظم آزاد کشمیر نے کہا کہ حکومت عوام کو بنیادی سہولیات <box>760 1096 932 1304</box>
story-prefix: بقیہ <box>1085 753 1112 774</box>
story-label: خبر نمبر <box>1164 1214 1266 1235</box>
story-number: 39 <box>218 376 257 398</box>
story-number: 33 <box>399 882 438 903</box>
story-prefix: بقیہ <box>1266 782 1293 804</box>
news-story <box>760 1065 932 1304</box>
story-body: وفاقی وزیر نے کہا کہ معیشت کی بحالی کے لئے حکومت نے مؤثر اقدامات کئے ہیں جن کے مثبت نتائج سامنے آ رہے ہیں۔ انہوں نے کہا کہ نوجوان ملک کا مستقبل ہیں اور انہیں روزگار کے مواقع فراہم کرنا حکومت کی ذمہ داری ہے۔ حکومت پاکستان کے اقدامات کے حوالے سے وزیر اعظم نے کہا کہ کشمیری عوام کی جدوجہد کو ہر فورم پر اجاگر کیا جائے گا اور آزاد کشمیر کی ترقی کے لئے تمام وسائل بروئے کار لائے جائیں گے۔ مظفرآباد میں منعقدہ اجلاس میں شرکاء نے یوم یکجہتی کشمیر کے موقع پر مقبوضہ <box>760 1556 932 1749</box>
story-number-banner <box>216 114 388 139</box>
story-label: خبر نمبر <box>619 436 722 457</box>
story-label: خبر نمبر <box>801 296 903 317</box>
story-body: وزیر اعظم آزاد کشمیر نے کہا کہ حکومت عوام کو بنیادی سہولیات کی فراہمی کے لئے اقدامات کر رہی ہے اور ترقیاتی منصوبوں کو بروقت مکمل کیا جائے گا۔ اجلاس میں سیکرٹری صاحبان، محکمہ جات کے سربراہان اور دیگر متعلقہ افسران نے شرکت کی اور مختلف امور پر تفصیلی بریفنگ دی گئی۔ اس موقع پر انہوں نے کہا کہ تعلیم اور صحت کے شعبوں میں بہتری حکومت کی اولین ترجیح ہے اور اس سلسلے میں کوئی کوتاہی برداشت نہیں کی جائے گی۔ پاکستان بیورو آف شماریات کے مطابق مہنگائی کی شرح میں کمی واقع ہوئی ہے جبکہ اشیائے خوردونوش کی قیمتوں میں استحکام دیکھنے میں آیا ہے۔ <box>35 145 206 367</box>
news-story <box>216 530 388 604</box>
story-number: 10 <box>1125 782 1164 804</box>
story-label: خبر نمبر <box>75 581 178 602</box>
story-number: 32 <box>399 682 438 703</box>
story-prefix: بقیہ <box>1447 311 1474 332</box>
story-number-banner <box>942 415 1113 440</box>
news-story <box>216 33 388 108</box>
story-number: 20 <box>762 867 801 889</box>
news-story <box>398 1501 569 1635</box>
news-story <box>760 1526 932 1751</box>
story-label: خبر نمبر <box>801 1067 903 1088</box>
story-prefix: بقیہ <box>178 486 205 508</box>
bottom-rule <box>8 2462 1476 2464</box>
story-body: حکومت پاکستان کے اقدامات کے حوالے سے وزیر اعظم نے کہا کہ کشمیری عوام کی جدوجہد کو ہر فورم پر اجاگر کیا جائے گا اور آزاد کشمیر کی ترقی کے لئے تمام وسائل بروئے کار لائے جائیں گے۔ مظفرآباد میں منعقدہ اجلاس میں شرکاء نے یوم یکجہتی کشمیر کے موقع پر مقبوضہ کشمیر کے عوام کے ساتھ اظہار یکجہتی کیا اور بھارتی مظالم کی شدید مذمت کی۔ انہوں نے کہا کہ مسئلہ کشمیر کا حل اقوام متحدہ کی قراردادوں کے مطابق ہی ممکن ہے اور عالمی برادری کو اپنا کردار ادا کرنا ہوگا۔ وزیر اعظم آزاد کشمیر نے کہا کہ حکومت عوام کو بنیادی سہولیات کی فراہمی کے لئے اقدامات کر رہی ہے اور ترقیاتی منصوبوں کو بروقت مکمل کیا <box>1305 64 1476 300</box>
story-prefix: بقیہ <box>540 436 567 457</box>
news-story <box>1123 781 1295 990</box>
story-number-banner <box>35 579 206 604</box>
story-label: خبر نمبر <box>1345 1082 1447 1103</box>
story-body: وفاقی وزیر نے کہا کہ معیشت کی بحالی کے لئے حکومت نے مؤثر اقدامات کئے ہیں جن کے مثبت نتائج سامنے آ رہے ہیں۔ <box>216 560 388 601</box>
news-story <box>1123 1212 1295 1407</box>
story-prefix: بقیہ <box>540 1332 567 1354</box>
story-body: اس موقع پر انہوں نے کہا کہ تعلیم اور صحت کے شعبوں میں بہتری حکومت کی اولین ترجیح ہے اور اس سلسلے میں کوئی <box>216 1421 388 1463</box>
news-story <box>216 114 388 369</box>
story-number: 40 <box>218 532 257 553</box>
story-prefix: بقیہ <box>903 361 930 382</box>
news-story <box>35 484 206 573</box>
story-label: خبر نمبر <box>438 1503 540 1524</box>
news-story <box>1305 1480 1476 1660</box>
story-body: وفاقی وزیر نے کہا کہ معیشت کی بحالی کے لئے حکومت نے مؤثر اقدامات کئے ہیں جن کے مثبت نتائج سامنے آ رہے ہیں۔ انہوں نے کہا کہ نوجوان ملک کا مستقبل ہیں اور انہیں روزگار کے مواقع فراہم کرنا حکومت کی ذمہ داری ہے۔ حکومت پاکستان کے اقدامات کے حوالے سے وزیر اعظم نے کہا کہ کشمیری عوام کی جدوجہد کو ہر فورم پر اجاگر کیا جائے گا اور آزاد کشمیر کی ترقی کے لئے تمام <box>1305 1510 1476 1658</box>
story-prefix: بقیہ <box>722 1007 749 1029</box>
story-number: 12 <box>1125 1214 1164 1235</box>
story-prefix: بقیہ <box>903 1528 930 1550</box>
story-label: خبر نمبر <box>619 792 722 813</box>
column-rule <box>1118 33 1119 2458</box>
story-number: 49 <box>37 872 75 893</box>
story-body: انہوں نے کہا کہ مسئلہ کشمیر کا حل اقوام متحدہ کی قراردادوں کے مطابق ہی ممکن ہے اور عالمی برادری کو اپنا کردار <box>1305 1695 1476 1738</box>
news-story <box>35 33 206 108</box>
story-label: خبر نمبر <box>75 982 178 1003</box>
story-body: پاکستان بیورو آف شماریات کے مطابق مہنگائی کی شرح میں کمی واقع ہوئی ہے جبکہ اشیائے خوردونوش کی قیمتوں میں استحکام دیکھنے میں آیا ہے۔ عدالت نے فریقین کے دلائل سننے کے بعد فیصلہ محفوظ کر لیا اور کیس کی سماعت آئندہ تاریخ تک ملتوی کر دی گئی۔ وفاقی وزیر نے کہا کہ معیشت کی بحالی کے لئے حکومت نے مؤثر اقدامات کئے ہیں جن کے مثبت نتائج سامنے آ رہے ہیں۔ انہوں نے کہا کہ نوجوان ملک کا مستقبل ہیں اور <box>942 1027 1113 1189</box>
story-number: 25 <box>581 436 619 457</box>
story-body: اس موقع پر انہوں نے کہا کہ تعلیم اور صحت کے شعبوں میں بہتری حکومت کی اولین ترجیح ہے اور اس سلسلے میں کوئی کوتاہی برداشت نہیں کی جائے گی۔ پاکستان بیورو آف شماریات کے مطابق مہنگائی کی شرح میں کمی واقع ہوئی ہے جبکہ اشیائے خوردونوش کی قیمتوں میں استحکام دیکھنے میں آیا ہے۔ عدالت نے فریقین کے دلائل سننے کے بعد فیصلہ محفوظ کر لیا اور کیس کی سماعت آئندہ تاریخ تک ملتوی کر دی گئی۔ وفاقی وزیر نے کہا کہ معیشت کی بحالی کے لئے حکومت نے مؤثر اقدامات کئے ہیں جن کے مثبت نتائج سامنے آ رہے ہیں۔ انہوں نے کہا کہ نوجوان ملک کا مستقبل ہیں اور <box>760 390 932 612</box>
story-label: خبر نمبر <box>1345 821 1447 842</box>
story-body: مظفرآباد میں منعقدہ اجلاس میں شرکاء نے یوم یکجہتی کشمیر کے موقع پر مقبوضہ کشمیر کے عوام کے ساتھ اظہار یکجہتی کیا اور بھارتی مظالم کی شدید مذمت کی۔ انہوں نے کہا کہ مسئلہ کشمیر کا حل اقوام متحدہ کی قراردادوں کے مطابق ہی ممکن ہے اور عالمی برادری کو اپنا کردار ادا کرنا ہوگا۔ وزیر اعظم آزاد کشمیر نے کہا کہ حکومت عوام کو بنیادی سہولیات کی فراہمی کے لئے اقدامات کر رہی ہے اور ترقیاتی منصوبوں کو بروقت مکمل کیا جائے گا۔ اجلاس میں سیکرٹری صاحبان، محکمہ جات کے سربراہان اور دیگر متعلقہ افسران نے شرکت کی اور مختلف امور پر تفصیلی بریفنگ دی گئی۔ اس موقع پر انہوں نے کہا کہ تعلیم اور صحت کے شعبوں میں بہتری حکومت کی اولین ترجیح <box>35 610 206 862</box>
story-prefix: بقیہ <box>1447 35 1474 56</box>
story-number-banner <box>216 1391 388 1416</box>
story-number-banner <box>760 1311 932 1336</box>
story-prefix: بقیہ <box>1447 1482 1474 1503</box>
story-number: 28 <box>581 1007 619 1029</box>
story-label: خبر نمبر <box>801 1528 903 1550</box>
story-label: خبر نمبر <box>619 1007 722 1029</box>
news-story <box>398 880 569 1089</box>
news-story <box>398 249 569 428</box>
story-number: 38 <box>218 116 257 137</box>
story-number: 9 <box>1125 627 1164 648</box>
story-number-banner <box>398 1250 569 1276</box>
story-body: اجلاس میں سیکرٹری صاحبان، محکمہ جات کے سربراہان اور دیگر متعلقہ افسران نے شرکت کی اور مختلف امور پر تفصیلی بریفنگ دی گئی۔ اس موقع پر انہوں نے کہا کہ تعلیم اور صحت کے شعبوں میں بہتری حکومت کی اولین ترجیح ہے اور اس سلسلے میں کوئی کوتاہی برداشت نہیں کی جائے گی۔ پاکستان بیورو آف شماریات کے مطابق مہنگائی کی شرح میں کمی واقع ہوئی ہے جبکہ اشیائے خوردونوش کی قیمتوں میں استحکام دیکھنے میں آیا ہے۔ عدالت نے فریقین کے دلائل سننے کے بعد <box>1305 1295 1476 1472</box>
story-number: 26 <box>581 621 619 643</box>
story-number-banner <box>398 880 569 905</box>
story-label: خبر نمبر <box>1345 681 1447 702</box>
story-prefix: بقیہ <box>1266 998 1293 1019</box>
story-number-banner <box>942 996 1113 1021</box>
column-rule <box>937 33 938 2458</box>
news-story <box>942 751 1113 990</box>
news-story <box>398 680 569 875</box>
